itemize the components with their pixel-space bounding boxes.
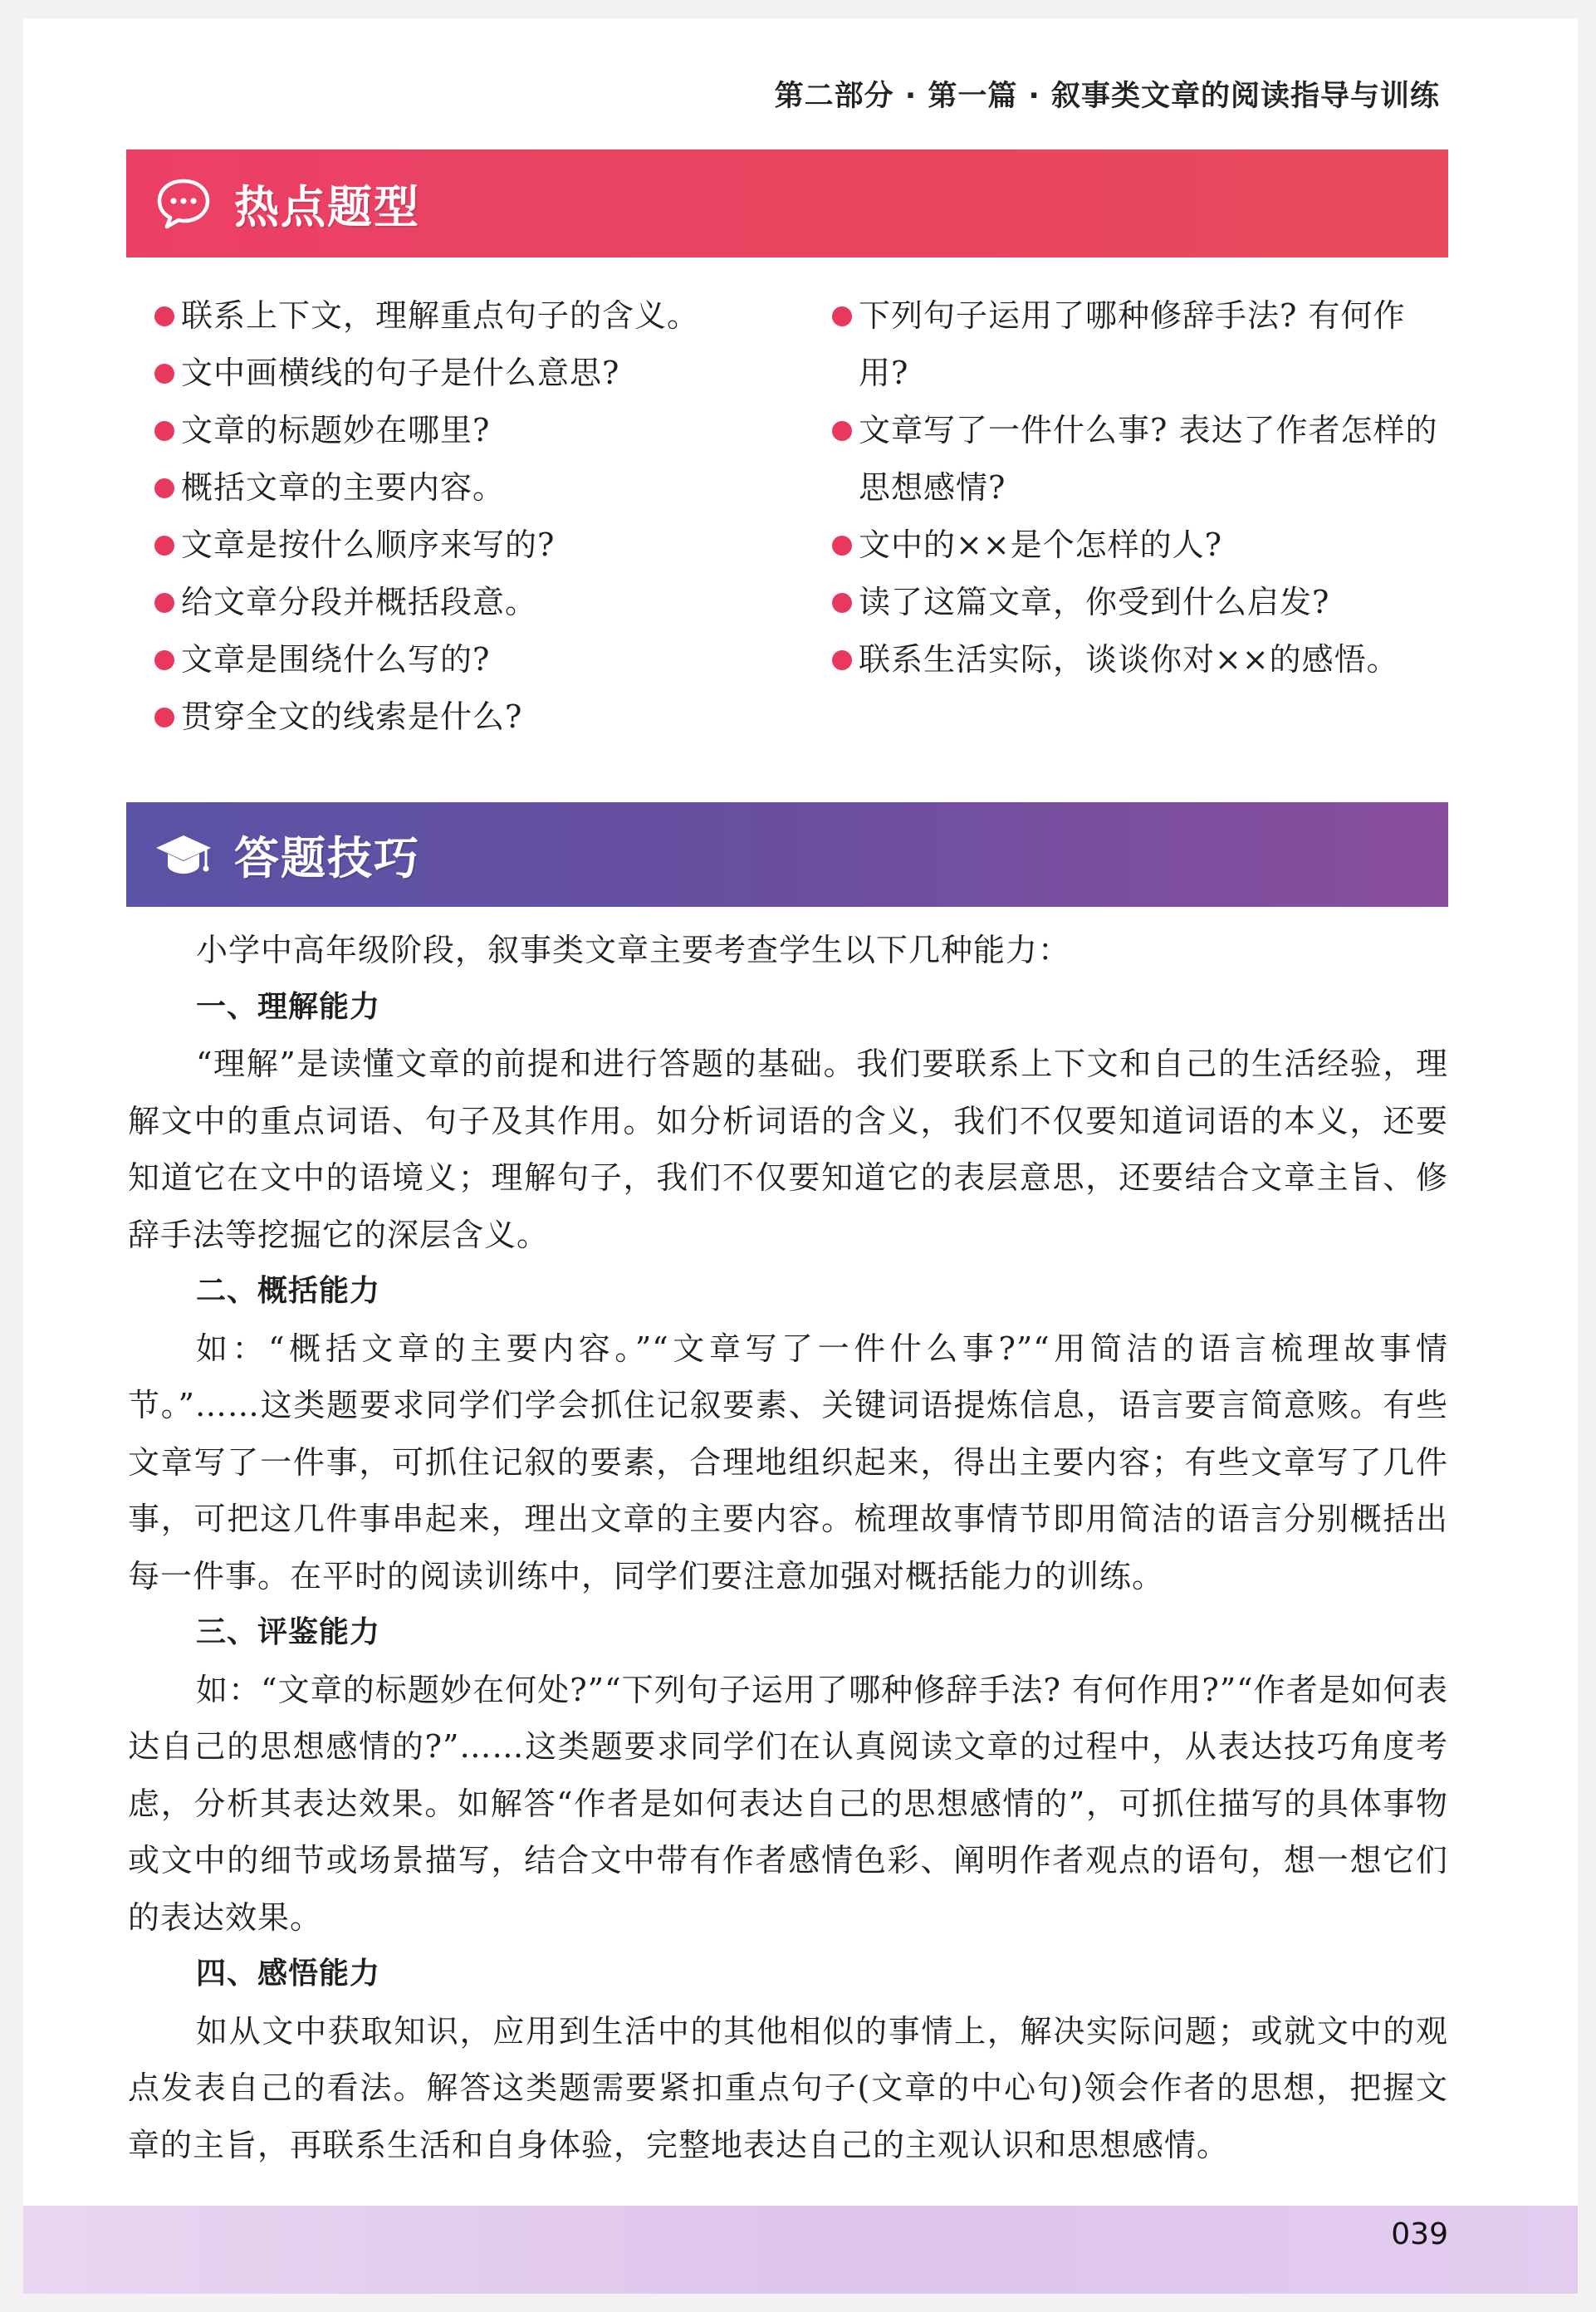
hot-topics-banner <box>126 149 1448 257</box>
bullet-dot <box>832 306 852 326</box>
footer-band <box>23 2206 1578 2294</box>
list-item: 联系上下文，理解重点句子的含义。 <box>154 287 802 345</box>
bullet-dot <box>832 593 852 613</box>
hot-topics-right-list <box>832 287 1447 688</box>
bullet-dot <box>154 306 174 326</box>
graduation-cap-icon <box>154 825 213 884</box>
bullet-dot <box>832 421 852 441</box>
section-heading: 三、评鉴能力 <box>196 1615 381 1649</box>
intro-paragraph: 小学中高年级阶段，叙事类文章主要考查学生以下几种能力： <box>196 932 1071 968</box>
list-item: 贯穿全文的线索是什么? <box>154 688 802 746</box>
list-item: 文章是围绕什么写的? <box>154 631 802 688</box>
bullet-dot <box>154 593 174 613</box>
section-heading: 一、理解能力 <box>196 989 381 1024</box>
list-item: 文中的××是个怎样的人? <box>832 517 1447 574</box>
list-item: 读了这篇文章，你受到什么启发? <box>832 574 1447 631</box>
section-paragraph: 如：“文章的标题妙在何处?”“下列句子运用了哪种修辞手法? 有何作用?”“作者是如何表达自己的思想感情的?”……这类题要求同学们在认真阅读文章的过程中，从表达技巧角度考虑，分析其表达效果。如解答“作者是如何表达自己的思想感情的”，可抓住描写的具体事物或文中的细节或场景描写，结合文中带有作者感情色彩、阐明作者观点的语句，想一想它们的表达效果。 <box>128 1671 1448 1936</box>
list-item: 联系生活实际，谈谈你对××的感悟。 <box>832 631 1447 688</box>
page-number: 039 <box>1391 2217 1448 2251</box>
list-item: 给文章分段并概括段意。 <box>154 574 802 631</box>
section-paragraph: 如从文中获取知识，应用到生活中的其他相似的事情上，解决实际问题；或就文中的观点发表自己的看法。解答这类题需要紧扣重点句子(文章的中心句)领会作者的思想，把握文章的主旨，再联系生活和自身体验，完整地表达自己的主观认识和思想感情。 <box>128 2012 1448 2163</box>
hot-topics-title: 热点题型 <box>234 180 420 233</box>
bullet-dot <box>832 536 852 556</box>
bullet-dot <box>154 364 174 384</box>
section-heading: 四、感悟能力 <box>196 1957 381 1991</box>
hot-topics-left-list <box>154 287 802 746</box>
list-item: 文中画横线的句子是什么意思? <box>154 345 802 402</box>
bullet-dot <box>154 708 174 727</box>
running-header: 第二部分 · 第一篇 · 叙事类文章的阅读指导与训练 <box>774 80 1440 113</box>
speech-bubble-icon <box>154 174 213 233</box>
list-item: 下列句子运用了哪种修辞手法? 有何作用? <box>832 287 1447 402</box>
list-item: 概括文章的主要内容。 <box>154 459 802 517</box>
list-item: 文章的标题妙在哪里? <box>154 402 802 459</box>
bullet-dot <box>154 650 174 670</box>
list-item: 文章是按什么顺序来写的? <box>154 517 802 574</box>
bullet-dot <box>154 478 174 498</box>
answer-tips-banner <box>126 802 1448 907</box>
bullet-dot <box>154 536 174 556</box>
bullet-dot <box>154 421 174 441</box>
section-paragraph: 如：“概括文章的主要内容。”“文章写了一件什么事?”“用简洁的语言梳理故事情节。”……这类题要求同学们学会抓住记叙要素、关键词语提炼信息，语言要言简意赅。有些文章写了一件事，可抓住记叙的要素，合理地组织起来，得出主要内容；有些文章写了几件事，可把这几件事串起来，理出文章的主要内容。梳理故事情节即用简洁的语言分别概括出每一件事。在平时的阅读训练中，同学们要注意加强对概括能力的训练。 <box>128 1330 1448 1594</box>
section-heading: 二、概括能力 <box>196 1274 381 1308</box>
answer-tips-body <box>128 922 1448 2173</box>
list-item: 文章写了一件什么事? 表达了作者怎样的思想感情? <box>832 402 1447 517</box>
section-paragraph: “理解”是读懂文章的前提和进行答题的基础。我们要联系上下文和自己的生活经验，理解文中的重点词语、句子及其作用。如分析词语的含义，我们不仅要知道词语的本义，还要知道它在文中的语境义；理解句子，我们不仅要知道它的表层意思，还要结合文章主旨、修辞手法等挖掘它的深层含义。 <box>128 1046 1448 1253</box>
answer-tips-title: 答题技巧 <box>234 831 420 884</box>
bullet-dot <box>832 650 852 670</box>
